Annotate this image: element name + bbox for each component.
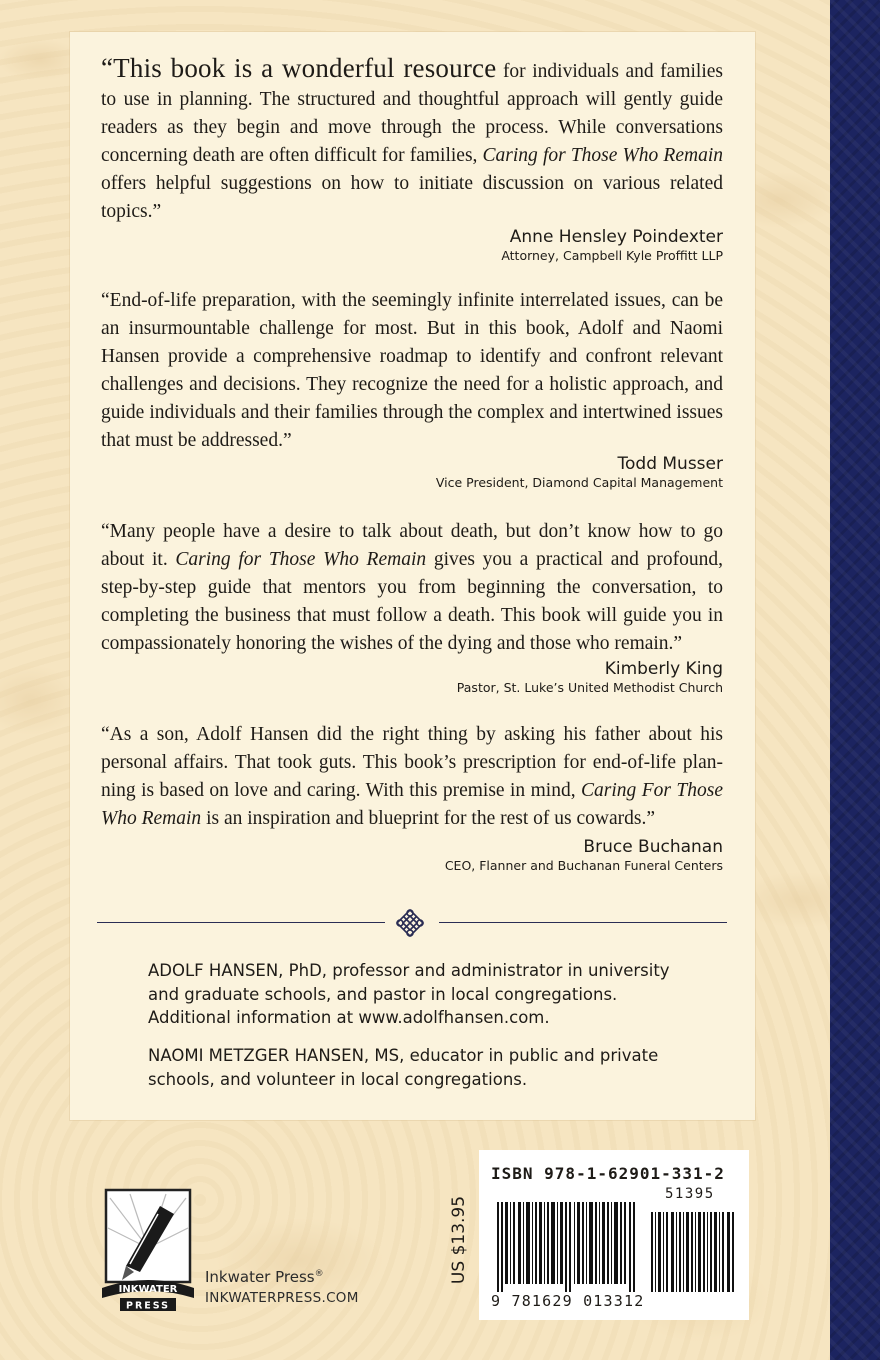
isbn-number: ISBN 978-1-62901-331-2 xyxy=(491,1164,725,1183)
isbn-barcode xyxy=(479,1150,749,1320)
quote-3-text-after: gives you a practical and profound, step-by-step guide that mentors you from beginning the conversation, to completing the business that must follow a death. This book will guide you in compassionately honoring the wishes of the dying and those who remain.” xyxy=(101,549,723,654)
publisher-name-text: Inkwater Press xyxy=(205,1268,315,1286)
quote-3-author-title: Pastor, St. Luke’s United Methodist Church xyxy=(456,680,723,695)
quote-1-book-title: Caring for Those Who Remain xyxy=(482,145,723,166)
quote-1 xyxy=(101,54,723,226)
quote-1-text-after: offers helpful suggestions on how to initiate discussion on various related topics.” xyxy=(101,173,723,222)
quote-4-text: “As a son, Adolf Hansen did the right thing by asking his father about his personal affairs. That took guts. This book’s prescription for end-of-life planning is based on love and caring. With this premise in mind, xyxy=(101,724,723,801)
quote-1-author-title: Attorney, Campbell Kyle Proffitt LLP xyxy=(501,248,723,263)
celtic-knot-icon xyxy=(395,908,425,938)
quote-3 xyxy=(101,518,723,658)
quote-1-text: for individuals and families to use in planning. The structured and thoughtful approach will gently guide readers as they begin and move through the process. While conversations concerning death are often difficult for families, xyxy=(101,61,723,166)
quote-2-text: “End-of-life preparation, with the seemingly infinite interrelated issues, can be an insurmountable challenge for most. But in this book, Adolf and Naomi Hansen provide a comprehensive roadmap to identify and confront relevant challenges and decisions. They recognize the need for a holistic approach, and guide individuals and their families through the complex and intertwined issues that must be addressed.” xyxy=(101,290,723,451)
quote-3-attribution xyxy=(101,658,723,696)
quote-3-text: “Many people have a desire to talk about death, but don’t know how to go about it. xyxy=(101,521,723,570)
quote-4-author: Bruce Buchanan xyxy=(583,837,723,857)
price-label xyxy=(447,1190,471,1290)
quote-4-book-title: Caring For Those Who Remain xyxy=(101,780,723,829)
quote-1-author: Anne Hensley Poindexter xyxy=(509,227,723,247)
divider-line-right xyxy=(439,922,727,923)
quote-4 xyxy=(101,721,723,833)
inkwater-press-logo xyxy=(100,1188,196,1312)
quote-1-lead: “This book is a wonderful resource xyxy=(101,53,497,83)
book-spine-edge xyxy=(830,0,880,1360)
barcode-bars-graphic xyxy=(491,1202,737,1292)
section-divider xyxy=(97,908,727,938)
divider-line-left xyxy=(97,922,385,923)
quote-3-author: Kimberly King xyxy=(604,659,723,679)
trademark-symbol: ® xyxy=(314,1269,324,1279)
quote-3-book-title: Caring for Those Who Remain xyxy=(175,549,427,570)
quote-2 xyxy=(101,287,723,455)
barcode-addon-number: 51395 xyxy=(665,1186,715,1202)
ean-digits: 9 781629 013312 xyxy=(491,1292,645,1310)
quote-2-author: Todd Musser xyxy=(617,454,723,474)
quote-1-attribution xyxy=(101,226,723,264)
logo-text-press: PRESS xyxy=(125,1300,171,1312)
bio-naomi-hansen: NAOMI METZGER HANSEN, MS, educator in public and private schools, and volunteer in local congregations. xyxy=(148,1046,659,1089)
bio-adolf-hansen: ADOLF HANSEN, PhD, professor and administrator in university and graduate schools, and pastor in local congregations. Additional information at www.adolfhansen.com. xyxy=(148,961,670,1027)
price-text: US $13.95 xyxy=(449,1195,469,1285)
quote-4-attribution xyxy=(101,836,723,874)
logo-text-inkwater: INKWATER xyxy=(118,1284,178,1295)
quote-2-author-title: Vice President, Diamond Capital Management xyxy=(435,475,723,490)
quote-2-attribution xyxy=(101,453,723,491)
publisher-website: INKWATERPRESS.COM xyxy=(205,1290,359,1306)
quote-4-author-title: CEO, Flanner and Buchanan Funeral Centers xyxy=(444,858,723,873)
publisher-name xyxy=(205,1268,324,1286)
quote-4-text-after: is an inspiration and blueprint for the rest of us cowards.” xyxy=(201,808,655,829)
